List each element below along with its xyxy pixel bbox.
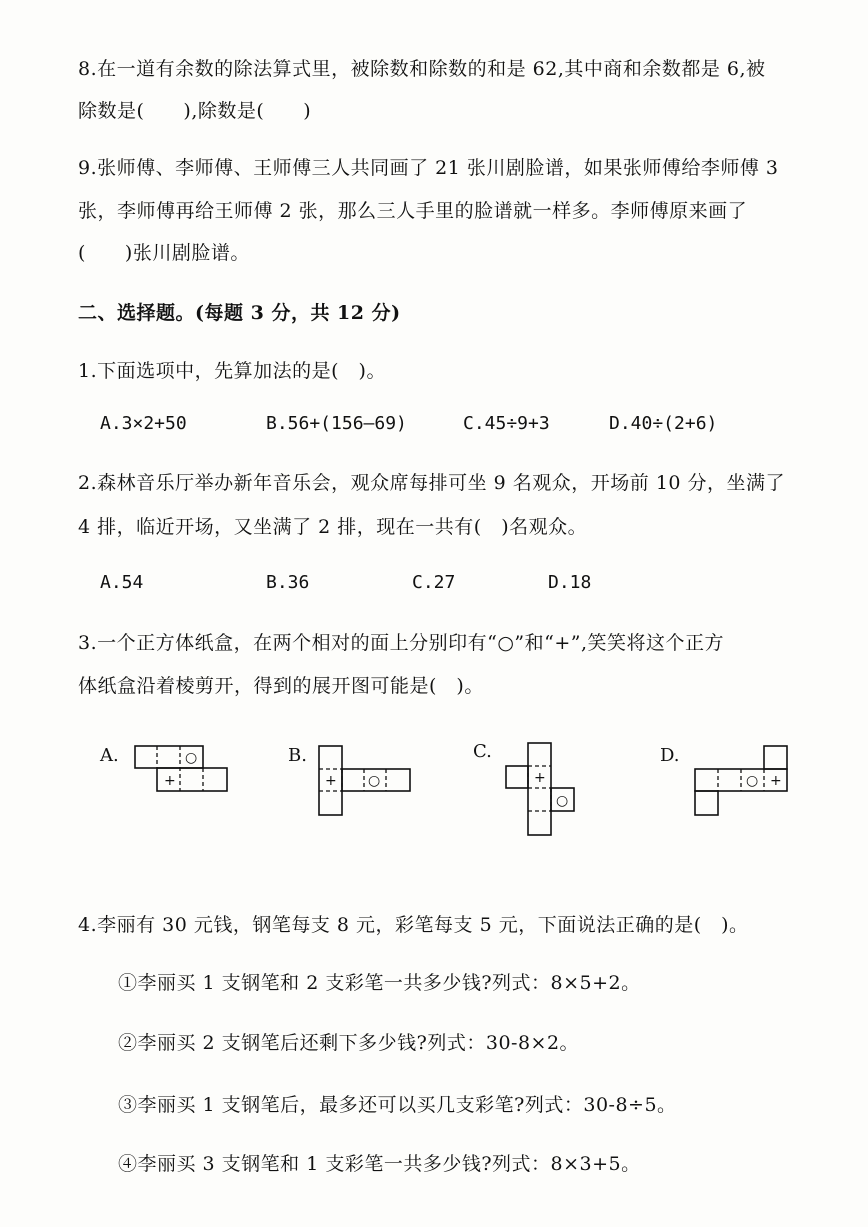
net-a-circle: ○ [185,750,198,766]
c1-option-a: A.3×2+50 [100,413,187,434]
c1-option-b: B.56+(156—69) [266,413,407,434]
net-b-circle: ○ [368,773,381,789]
c2-line-1: 2.森林音乐厅举办新年音乐会，观众席每排可坐 9 名观众，开场前 10 分，坐满了 [78,472,786,494]
net-b-label: B. [288,745,307,766]
c1-option-d: D.40÷(2+6) [609,413,718,434]
q8-line-2: 除数是( ),除数是( ) [78,100,312,122]
net-c-plus: + [534,770,546,786]
net-b-plus: + [325,773,337,789]
c3-line-2: 体纸盒沿着棱剪开，得到的展开图可能是( )。 [78,675,484,697]
net-c-circle: ○ [556,793,569,809]
net-d-plus: + [770,773,782,789]
c2-option-a: A.54 [100,572,144,593]
net-d-diagram [694,745,792,817]
c2-option-d: D.18 [548,572,592,593]
q8-line-1: 8.在一道有余数的除法算式里，被除数和除数的和是 62,其中商和余数都是 6,被 [78,58,766,80]
c2-option-c: C.27 [412,572,456,593]
q9-line-3: ( )张川剧脸谱。 [78,242,250,264]
c4-item-2: ②李丽买 2 支钢笔后还剩下多少钱?列式：30-8×2。 [118,1032,580,1054]
c4-item-4: ④李丽买 3 支钢笔和 1 支彩笔一共多少钱?列式：8×3+5。 [118,1153,641,1175]
q9-line-1: 9.张师傅、李师傅、王师傅三人共同画了 21 张川剧脸谱，如果张师傅给李师傅 3 [78,157,779,179]
c3-line-1: 3.一个正方体纸盒，在两个相对的面上分别印有“○”和“+”,笑笑将这个正方 [78,632,725,654]
net-c-diagram [505,742,577,837]
q9-line-2: 张，李师傅再给王师傅 2 张，那么三人手里的脸谱就一样多。李师傅原来画了 [78,200,748,222]
c4-stem: 4.李丽有 30 元钱，钢笔每支 8 元，彩笔每支 5 元，下面说法正确的是( )。 [78,914,749,936]
net-a-plus: + [164,773,176,789]
c1-option-c: C.45÷9+3 [463,413,550,434]
net-d-circle: ○ [746,773,759,789]
net-a-diagram [134,745,230,793]
c4-item-3: ③李丽买 1 支钢笔后，最多还可以买几支彩笔?列式：30-8÷5。 [118,1094,677,1116]
net-b-diagram [318,745,413,817]
net-c-label: C. [473,741,492,762]
c2-line-2: 4 排，临近开场，又坐满了 2 排，现在一共有( )名观众。 [78,516,588,538]
c2-option-b: B.36 [266,572,310,593]
net-a-label: A. [100,745,119,766]
section-title: 二、选择题。(每题 3 分，共 12 分) [78,302,401,324]
c1-stem: 1.下面选项中，先算加法的是( )。 [78,360,386,382]
net-d-label: D. [660,745,680,766]
c4-item-1: ①李丽买 1 支钢笔和 2 支彩笔一共多少钱?列式：8×5+2。 [118,972,641,994]
